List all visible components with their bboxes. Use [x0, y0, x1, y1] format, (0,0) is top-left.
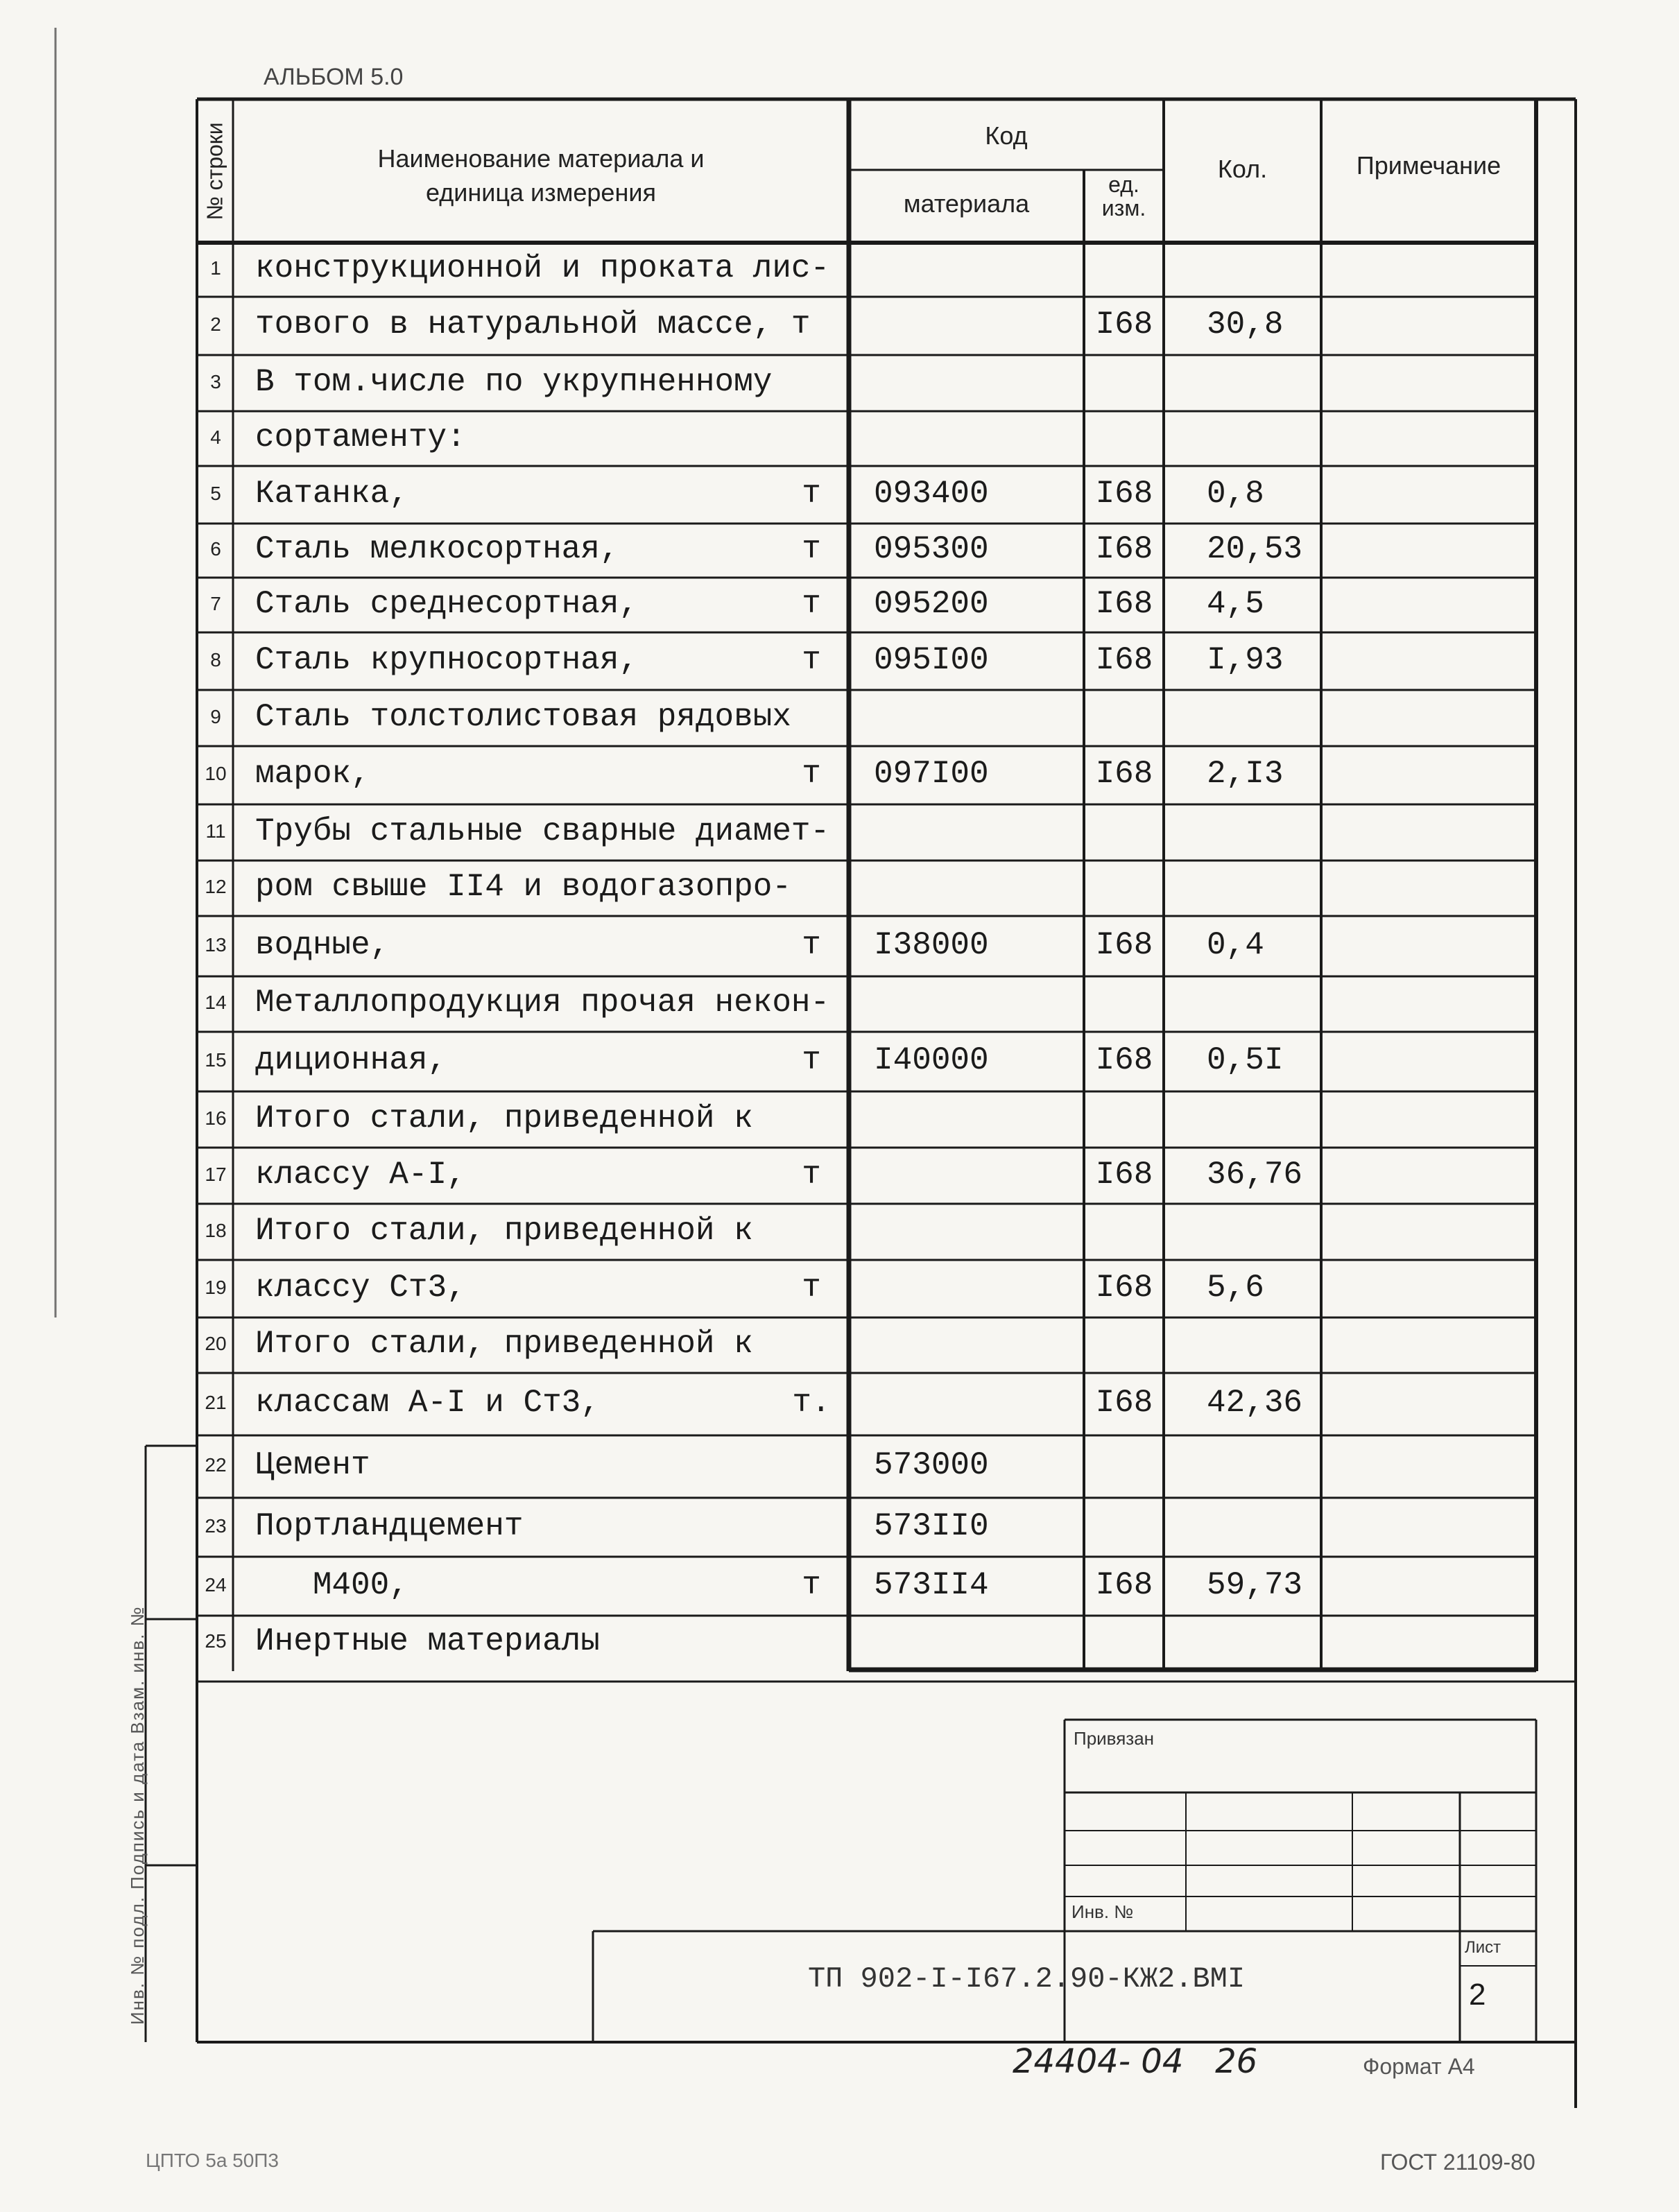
note-header: Примечание: [1356, 151, 1501, 180]
row-number: 13: [205, 933, 227, 956]
row-number: 20: [205, 1333, 227, 1354]
unit-code: I68: [1095, 926, 1153, 963]
unit-of-measure: т: [802, 1269, 821, 1306]
format-label: Формат А4: [1363, 2054, 1475, 2079]
unit-code: I68: [1095, 1269, 1153, 1306]
unit-code: I68: [1095, 531, 1153, 567]
material-name: классу А-I,: [255, 1156, 466, 1193]
unit-of-measure: т: [802, 1042, 821, 1078]
row-number: 19: [205, 1276, 227, 1298]
binding-margin-labels: Инв. № подл. Подпись и дата Взам. инв. №: [127, 1605, 148, 2025]
material-name: сортаменту:: [255, 419, 466, 456]
row-number: 10: [205, 763, 227, 784]
material-name: Катанка,: [255, 475, 408, 512]
sheet-number: 2: [1469, 1978, 1486, 2012]
material-name: Сталь крупносортная,: [255, 641, 639, 678]
printshop-mark: ЦПТО 5а 50П3: [146, 2150, 279, 2171]
name-header-line1: Наименование материала и: [377, 144, 705, 173]
row-number-label: № строки: [202, 121, 227, 221]
row-number: 18: [205, 1219, 227, 1241]
row-number-header: [197, 99, 233, 243]
code-unit-header: [1084, 173, 1164, 220]
unit-code: I68: [1095, 641, 1153, 678]
material-code: 095300: [874, 531, 989, 567]
handwritten-number: 24404- 04 26: [1013, 2042, 1258, 2081]
material-name: Итого стали, приведенной к: [255, 1326, 753, 1362]
material-code: 097I00: [874, 756, 989, 792]
code-header: Код: [985, 121, 1028, 150]
material-name: ром свыше II4 и водогазопро-: [255, 869, 791, 905]
material-code: 093400: [874, 475, 989, 512]
material-code: 095I00: [874, 641, 989, 678]
quantity: 4,5: [1207, 585, 1264, 622]
unit-code: I68: [1095, 1042, 1153, 1078]
material-name: Металлопродукция прочая некон-: [255, 985, 830, 1021]
quantity: 2,I3: [1207, 756, 1284, 792]
quantity: 0,4: [1207, 926, 1264, 963]
unit-code: I68: [1095, 1566, 1153, 1603]
material-name: Сталь среднесортная,: [255, 585, 639, 622]
code-unit-line2: изм.: [1101, 195, 1146, 221]
quantity: 59,73: [1207, 1566, 1303, 1603]
row-number: 14: [205, 992, 227, 1013]
unit-of-measure: т: [802, 1566, 821, 1603]
row-number: 15: [205, 1049, 227, 1071]
material-name: классу Ст3,: [255, 1269, 466, 1306]
unit-code: I68: [1095, 306, 1153, 343]
sheet-label: Лист: [1465, 1938, 1501, 1957]
unit-code: I68: [1095, 585, 1153, 622]
row-number: 17: [205, 1163, 227, 1185]
gost-mark: ГОСТ 21109-80: [1380, 2150, 1535, 2175]
material-name: водные,: [255, 926, 390, 963]
row-number: 12: [205, 876, 227, 897]
unit-code: I68: [1095, 475, 1153, 512]
row-number: 3: [210, 370, 221, 392]
row-number: 4: [210, 426, 221, 448]
quantity: 5,6: [1207, 1269, 1264, 1306]
material-name: Сталь мелкосортная,: [255, 531, 619, 567]
material-name: Портландцемент: [255, 1507, 524, 1544]
material-code: 573II4: [874, 1566, 989, 1603]
material-name: Итого стали, приведенной к: [255, 1100, 753, 1137]
document-code: ТП 902-I-I67.2.90-КЖ2.ВМI: [807, 1962, 1246, 1996]
name-header-line2: единица измерения: [426, 178, 656, 207]
material-name: Цемент: [255, 1447, 370, 1483]
material-name: М400,: [255, 1566, 408, 1603]
quantity: 30,8: [1207, 306, 1284, 343]
unit-of-measure: т: [802, 475, 821, 512]
code-material-header: материала: [903, 189, 1030, 218]
row-number: 9: [210, 705, 221, 727]
row-number: 6: [210, 538, 221, 560]
unit-code: I68: [1095, 1385, 1153, 1421]
row-number: 2: [210, 313, 221, 335]
material-code: I40000: [874, 1042, 989, 1078]
qty-header: Кол.: [1217, 155, 1268, 183]
quantity: I,93: [1207, 641, 1284, 678]
name-column-header: [233, 142, 849, 209]
unit-of-measure: т: [802, 641, 821, 678]
unit-of-measure: т: [802, 531, 821, 567]
material-code: 573000: [874, 1447, 989, 1483]
row-number: 7: [210, 592, 221, 614]
unit-code: I68: [1095, 1156, 1153, 1193]
row-number: 21: [205, 1392, 227, 1413]
inv-no-label: Инв. №: [1071, 1901, 1134, 1922]
row-number: 25: [205, 1630, 227, 1652]
quantity: 20,53: [1207, 531, 1303, 567]
unit-code: I68: [1095, 756, 1153, 792]
quantity: 42,36: [1207, 1385, 1303, 1421]
row-number: 24: [205, 1573, 227, 1596]
material-code: 095200: [874, 585, 989, 622]
row-number: 23: [205, 1514, 227, 1537]
privyazan-label: Привязан: [1074, 1728, 1155, 1749]
code-unit-line1: ед.: [1108, 172, 1139, 197]
material-name: Инертные материалы: [255, 1623, 600, 1659]
quantity: 0,8: [1207, 475, 1264, 512]
unit-of-measure: т.: [792, 1385, 831, 1421]
material-code: 573II0: [874, 1507, 989, 1544]
row-number: 8: [210, 648, 221, 671]
row-number: 5: [210, 482, 221, 504]
material-name: конструкционной и проката лис-: [255, 250, 830, 286]
quantity: 36,76: [1207, 1156, 1303, 1193]
row-number: 1: [210, 257, 221, 279]
unit-of-measure: т: [802, 926, 821, 963]
material-name: Сталь толстолистовая рядовых: [255, 698, 791, 735]
unit-of-measure: т: [802, 585, 821, 622]
material-name: классам А-I и Ст3,: [255, 1385, 600, 1421]
row-number: 22: [205, 1454, 227, 1476]
material-name: марок,: [255, 756, 370, 792]
album-fragment: АЛЬБОМ 5.0: [264, 64, 404, 90]
row-number: 16: [205, 1107, 227, 1129]
material-code: I38000: [874, 926, 989, 963]
row-number: 11: [205, 820, 226, 842]
material-name: В том.числе по укрупненному: [255, 363, 773, 400]
unit-of-measure: т: [802, 1156, 821, 1193]
unit-of-measure: т: [802, 756, 821, 792]
material-name: Трубы стальные сварные диамет-: [255, 813, 830, 849]
quantity: 0,5I: [1207, 1042, 1284, 1078]
material-name: диционная,: [255, 1042, 447, 1078]
material-name: Итого стали, приведенной к: [255, 1212, 753, 1249]
material-name: тового в натуральной массе, т: [255, 306, 811, 343]
